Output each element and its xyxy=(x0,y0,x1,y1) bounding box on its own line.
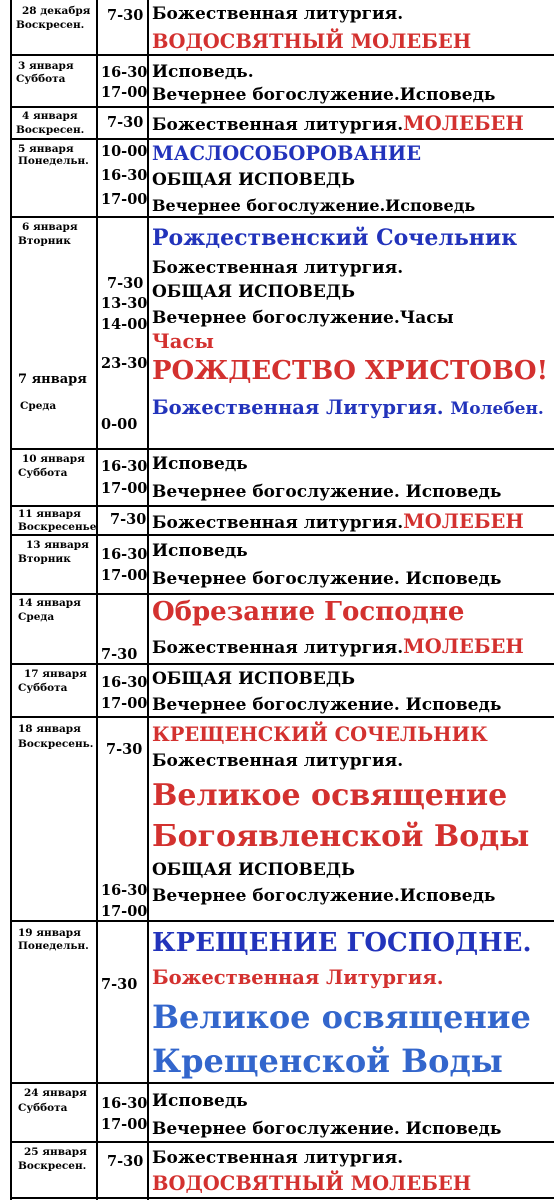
event-text: Божественная литургия.МОЛЕБЕН xyxy=(152,635,524,658)
time-label: 7-30 xyxy=(106,741,143,758)
table-row xyxy=(0,0,554,56)
table-row xyxy=(0,108,554,140)
weekday-label: Воскресень. xyxy=(18,738,94,750)
date-cell xyxy=(12,108,96,140)
date-label: 18 января xyxy=(18,723,81,735)
event-text: Вечернее богослужение.Исповедь xyxy=(152,196,476,215)
weekday-label: Вторник xyxy=(18,553,71,565)
weekday-label: Суббота xyxy=(18,682,68,694)
event-text: Исповедь xyxy=(152,1091,248,1111)
weekday-label: Понедельн. xyxy=(18,155,89,167)
date-label: 28 декабря xyxy=(22,5,91,17)
event-text: Божественная литургия. xyxy=(152,4,404,24)
time-label: 17-00 xyxy=(101,1116,148,1133)
weekday-label: Воскресенье xyxy=(18,521,97,533)
event-cell xyxy=(149,1084,554,1143)
table-row xyxy=(0,922,554,1084)
date-label: 24 января xyxy=(24,1087,87,1099)
date-label: 14 января xyxy=(18,597,81,609)
event-text: Великое освящение xyxy=(152,778,508,813)
time-label: 16-30 xyxy=(101,882,148,899)
weekday-label: Суббота xyxy=(16,73,66,85)
date-label: 17 января xyxy=(24,668,87,680)
table-row xyxy=(0,718,554,922)
weekday-label: Вторник xyxy=(18,235,71,247)
event-text: ОБЩАЯ ИСПОВЕДЬ xyxy=(152,860,355,880)
event-text: ОБЩАЯ ИСПОВЕДЬ xyxy=(152,170,355,190)
date-cell xyxy=(12,507,96,536)
event-text: ВОДОСВЯТНЫЙ МОЛЕБЕН xyxy=(152,30,472,53)
event-text: Исповедь xyxy=(152,454,248,474)
time-label: 7-30 xyxy=(107,275,144,292)
event-text: Крещенской Воды xyxy=(152,1042,503,1080)
event-text: Вечернее богослужение.Часы xyxy=(152,308,454,328)
event-text: Богоявленской Воды xyxy=(152,819,530,854)
event-text: ОБЩАЯ ИСПОВЕДЬ xyxy=(152,282,355,302)
weekday-label: Воскресен. xyxy=(16,124,85,136)
time-label: 17-00 xyxy=(101,903,148,920)
event-text: Часы xyxy=(152,330,214,353)
date-cell xyxy=(12,595,96,665)
event-cell xyxy=(149,56,554,108)
time-cell xyxy=(98,218,147,450)
time-label: 13-30 xyxy=(101,295,148,312)
date-cell xyxy=(12,718,96,922)
date-cell xyxy=(12,450,96,507)
date-label: 25 января xyxy=(24,1146,87,1158)
weekday-label: Среда xyxy=(18,611,55,623)
table-row xyxy=(0,140,554,218)
date-cell xyxy=(12,1143,96,1198)
event-text: Рождественский Сочельник xyxy=(152,225,518,251)
event-text: КРЕЩЕНСКИЙ СОЧЕЛЬНИК xyxy=(152,723,488,746)
event-text: Божественная литургия. xyxy=(152,258,404,278)
time-label: 10-00 xyxy=(101,143,148,160)
event-cell xyxy=(149,595,554,665)
time-cell xyxy=(98,665,147,718)
table-row xyxy=(0,450,554,507)
time-label: 17-00 xyxy=(101,191,148,208)
date-label: 4 января xyxy=(22,110,78,122)
time-label: 7-30 xyxy=(107,1153,144,1170)
weekday-label: Суббота xyxy=(18,467,68,479)
time-label: 16-30 xyxy=(101,674,148,691)
time-label: 14-00 xyxy=(101,316,148,333)
event-cell xyxy=(149,140,554,218)
weekday-label: Среда xyxy=(20,400,57,412)
event-text: Вечернее богослужение. Исповедь xyxy=(152,1119,502,1139)
time-label: 17-00 xyxy=(101,695,148,712)
date-cell xyxy=(12,218,96,450)
date-cell xyxy=(12,56,96,108)
event-text: КРЕЩЕНИЕ ГОСПОДНЕ. xyxy=(152,928,532,958)
time-cell xyxy=(98,922,147,1084)
event-text: Божественная литургия. xyxy=(152,1148,404,1168)
table-row xyxy=(0,1084,554,1143)
event-text: Исповедь xyxy=(152,541,248,561)
table-row xyxy=(0,218,554,450)
time-label: 7-30 xyxy=(110,511,147,528)
event-text: ОБЩАЯ ИСПОВЕДЬ xyxy=(152,669,355,689)
time-cell xyxy=(98,507,147,536)
time-cell xyxy=(98,0,147,56)
event-text: Божественная Литургия. xyxy=(152,966,444,989)
event-cell xyxy=(149,507,554,536)
date-cell xyxy=(12,140,96,218)
event-cell xyxy=(149,108,554,140)
event-cell xyxy=(149,718,554,922)
event-cell xyxy=(149,218,554,450)
event-text: Божественная литургия.МОЛЕБЕН xyxy=(152,510,524,533)
time-cell xyxy=(98,108,147,140)
time-cell xyxy=(98,1143,147,1198)
time-cell xyxy=(98,56,147,108)
time-label: 7-30 xyxy=(107,114,144,131)
event-text: ВОДОСВЯТНЫЙ МОЛЕБЕН xyxy=(152,1172,472,1195)
date-cell xyxy=(12,536,96,595)
time-cell xyxy=(98,536,147,595)
date-label: 6 января xyxy=(22,221,78,233)
event-text: Вечернее богослужение. Исповедь xyxy=(152,482,502,502)
time-label: 16-30 xyxy=(101,167,148,184)
time-label: 0-00 xyxy=(101,416,138,433)
event-text: РОЖДЕСТВО ХРИСТОВО! xyxy=(152,356,548,386)
time-label: 16-30 xyxy=(101,546,148,563)
time-label: 16-30 xyxy=(101,458,148,475)
event-text: Великое освящение xyxy=(152,998,531,1036)
event-cell xyxy=(149,1143,554,1198)
date-cell xyxy=(12,922,96,1084)
date-cell xyxy=(12,665,96,718)
event-text: Вечернее богослужение.Исповедь xyxy=(152,886,496,906)
weekday-label: Суббота xyxy=(18,1102,68,1114)
weekday-label: Воскресен. xyxy=(18,1160,87,1172)
event-text: Исповедь. xyxy=(152,62,254,82)
time-label: 16-30 xyxy=(101,1095,148,1112)
date-label: 7 января xyxy=(18,372,87,387)
weekday-label: Понедельн. xyxy=(18,940,89,952)
date-cell xyxy=(12,0,96,56)
event-cell xyxy=(149,0,554,56)
event-cell xyxy=(149,665,554,718)
date-label: 13 января xyxy=(26,539,89,551)
event-text: Божественная литургия.МОЛЕБЕН xyxy=(152,112,524,135)
date-label: 11 января xyxy=(18,508,81,520)
time-cell xyxy=(98,595,147,665)
event-cell xyxy=(149,450,554,507)
event-cell xyxy=(149,922,554,1084)
event-text: Вечернее богослужение.Исповедь xyxy=(152,85,496,105)
table-row xyxy=(0,665,554,718)
table-row xyxy=(0,56,554,108)
time-label: 16-30 xyxy=(101,64,148,81)
event-cell xyxy=(149,536,554,595)
event-text: Божественная Литургия. Молебен. xyxy=(152,396,544,419)
event-text: Обрезание Господне xyxy=(152,597,465,627)
time-label: 7-30 xyxy=(107,7,144,24)
time-cell xyxy=(98,450,147,507)
table-row xyxy=(0,507,554,536)
date-cell xyxy=(12,1084,96,1143)
time-label: 17-00 xyxy=(101,480,148,497)
event-text: Божественная литургия. xyxy=(152,751,404,771)
time-label: 23-30 xyxy=(101,355,148,372)
date-label: 19 января xyxy=(18,927,81,939)
time-cell xyxy=(98,1084,147,1143)
date-label: 5 января xyxy=(18,143,74,155)
date-label: 10 января xyxy=(22,453,85,465)
event-text: МАСЛОСОБОРОВАНИЕ xyxy=(152,142,422,165)
weekday-label: Воскресен. xyxy=(16,19,85,31)
table-row xyxy=(0,595,554,665)
time-cell xyxy=(98,718,147,922)
time-label: 7-30 xyxy=(101,646,138,663)
time-label: 7-30 xyxy=(101,976,138,993)
time-label: 17-00 xyxy=(101,84,148,101)
table-row xyxy=(0,536,554,595)
time-label: 17-00 xyxy=(101,567,148,584)
event-text: Вечернее богослужение. Исповедь xyxy=(152,695,502,715)
date-label: 3 января xyxy=(18,60,74,72)
table-row xyxy=(0,1143,554,1198)
time-cell xyxy=(98,140,147,218)
event-text: Вечернее богослужение. Исповедь xyxy=(152,569,502,589)
